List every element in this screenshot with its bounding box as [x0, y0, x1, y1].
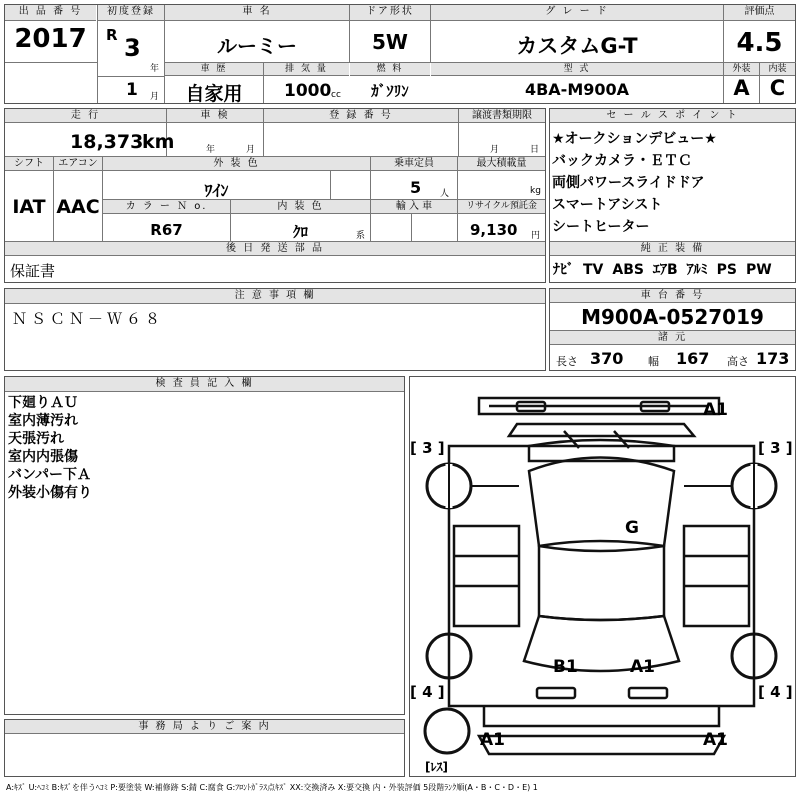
capacity: 5	[410, 178, 422, 197]
recycle-unit: 円	[531, 231, 541, 241]
month-unit: 月	[150, 92, 160, 102]
history-label: 車 歴	[165, 63, 263, 76]
inspector-line: 下廻りＡＵ	[8, 395, 78, 411]
car-name-label: 車 名	[165, 5, 349, 21]
door-label: ドア形状	[350, 5, 430, 21]
mark-a1-bumper-left: A1	[480, 730, 505, 750]
mileage-unit: km	[142, 131, 175, 153]
inspect-month: 月	[246, 145, 256, 155]
first-reg-label: 初度登録	[98, 5, 164, 21]
mark-tire-rear-left: [ 4 ]	[410, 683, 445, 701]
era: R	[106, 26, 118, 44]
mark-tire-front-left: [ 3 ]	[410, 439, 445, 457]
load-unit: kg	[530, 186, 541, 196]
mark-a1-rear: A1	[630, 657, 655, 677]
mark-tire-front-right: [ 3 ]	[758, 439, 793, 457]
inspector-line: 外装小傷有り	[8, 485, 92, 501]
equip-item: ABS	[612, 262, 644, 278]
equip-label: 純 正 装 備	[550, 242, 795, 256]
lot-number: 2017	[14, 24, 87, 54]
model-code: 4BA-M900A	[524, 80, 630, 99]
chassis-number: M900A-0527019	[581, 305, 764, 329]
sales-label: セ ー ル ス ポ イ ン ト	[550, 109, 795, 123]
ac: AAC	[56, 196, 100, 218]
year-unit: 年	[150, 64, 160, 74]
door-type: 5W	[372, 30, 408, 54]
colorno-label: カ ラ ー Ｎ o.	[103, 200, 230, 214]
disp-unit: cc	[331, 90, 341, 100]
transfer-label: 譲渡書類期限	[459, 109, 545, 123]
equip-item: PS	[716, 262, 737, 278]
inspector-line: バンパー下Ａ	[8, 467, 92, 483]
int-color-unit: 系	[356, 231, 366, 241]
transfer-day: 日	[530, 145, 540, 155]
ac-label: エアコン	[54, 157, 102, 171]
import-label: 輸 入 車	[371, 200, 457, 214]
shift: IAT	[12, 196, 46, 218]
length: 370	[590, 349, 624, 368]
ext-label: 外装	[724, 63, 759, 76]
equip-item: PW	[746, 262, 772, 278]
color-number: R67	[150, 221, 183, 239]
exterior-color: ﾜｲﾝ	[204, 181, 229, 200]
length-label: 長さ	[556, 355, 578, 368]
mark-spare-none: [ﾚｽ]	[425, 760, 448, 774]
height: 173	[756, 349, 790, 368]
inspector-line: 天張汚れ	[8, 431, 64, 447]
car-name: ルーミー	[217, 34, 297, 58]
later-parts: 保証書	[10, 262, 56, 280]
color-label: 外 装 色	[103, 157, 370, 171]
transfer-month: 月	[490, 145, 500, 155]
height-label: 高さ	[727, 355, 749, 368]
equip-list	[553, 259, 772, 279]
legend: A:ｷｽﾞ U:ﾍｺﾐ B:ｷｽﾞを伴うﾍｺﾐ P:要塗装 W:補修跡 S:錆 C:腐食 G:ﾌﾛﾝﾄｶﾞﾗｽ点ｷｽﾞ XX:交換済み X:要交換 内・外装評価 5段階ﾗﾝｸ順(A・B・C・D・E) 1	[6, 783, 538, 792]
equip-item: ﾅﾋﾞ	[553, 262, 574, 278]
sales-item: スマートアシスト	[552, 197, 663, 213]
inspector-line: 室内内張傷	[8, 449, 78, 465]
mileage: 18,373	[70, 131, 144, 153]
mark-tire-rear-right: [ 4 ]	[758, 683, 793, 701]
regnum-label: 登 録 番 号	[264, 109, 458, 123]
score-label: 評価点	[724, 5, 795, 21]
shift-label: シフト	[5, 157, 53, 171]
int-label: 内装	[760, 63, 795, 76]
sales-item: 両側パワースライドドア	[552, 175, 705, 191]
fuel: ｶﾞｿﾘﾝ	[371, 82, 409, 100]
width-label: 幅	[648, 355, 659, 368]
interior-color: ｸﾛ	[292, 223, 308, 241]
spec-label: 諸 元	[550, 331, 795, 345]
lot-label: 出 品 番 号	[5, 5, 96, 21]
history: 自家用	[185, 83, 243, 105]
chassis-label: 車 台 番 号	[550, 289, 795, 303]
grade-label: グ レ ー ド	[431, 5, 723, 21]
mark-a1-bumper-right: A1	[703, 730, 728, 750]
reg-month: 1	[126, 80, 138, 100]
grade: カスタムG-T	[516, 34, 638, 58]
inspector-label: 検 査 員 記 入 欄	[5, 377, 404, 392]
load-label: 最大積載量	[458, 157, 545, 171]
disp-label: 排 気 量	[264, 63, 349, 76]
mark-b1-rear: B1	[553, 657, 578, 677]
inspector-notes	[8, 394, 92, 502]
model-label: 型 式	[431, 63, 723, 76]
mileage-label: 走 行	[5, 109, 166, 123]
equip-item: TV	[583, 262, 604, 278]
car-outline	[409, 376, 796, 777]
sales-item: ★オークションデビュー★	[552, 131, 717, 147]
equip-item: ｴｱB	[652, 262, 678, 278]
office-label: 事 務 局 よ り ご 案 内	[5, 720, 404, 734]
inspect-label: 車 検	[167, 109, 263, 123]
sales-list	[552, 128, 717, 238]
inspect-year: 年	[206, 145, 216, 155]
notes-text: ＮＳＣＮ－Ｗ６８	[12, 310, 165, 328]
mark-a1-front: A1	[703, 400, 728, 420]
fuel-label: 燃 料	[350, 63, 430, 76]
capacity-label: 乗車定員	[371, 157, 457, 171]
capacity-unit: 人	[440, 189, 450, 199]
later-label: 後 日 発 送 部 品	[5, 242, 545, 256]
recycle-label: リサイクル預託金	[458, 200, 545, 214]
equip-item: ｱﾙﾐ	[686, 262, 708, 278]
mark-g-windshield: G	[625, 518, 639, 538]
int-grade: C	[769, 76, 786, 100]
int-color-label: 内 装 色	[231, 200, 370, 214]
sales-item: シートヒーター	[552, 219, 650, 235]
displacement: 1000	[284, 81, 332, 101]
inspector-line: 室内薄汚れ	[8, 413, 78, 429]
notes-label: 注 意 事 項 欄	[5, 289, 545, 304]
recycle-fee: 9,130	[470, 221, 518, 239]
ext-grade: A	[733, 76, 750, 100]
sales-item: バックカメラ・ＥＴＣ	[552, 153, 692, 169]
score: 4.5	[736, 28, 783, 58]
reg-year: 3	[124, 34, 141, 62]
width: 167	[676, 349, 710, 368]
